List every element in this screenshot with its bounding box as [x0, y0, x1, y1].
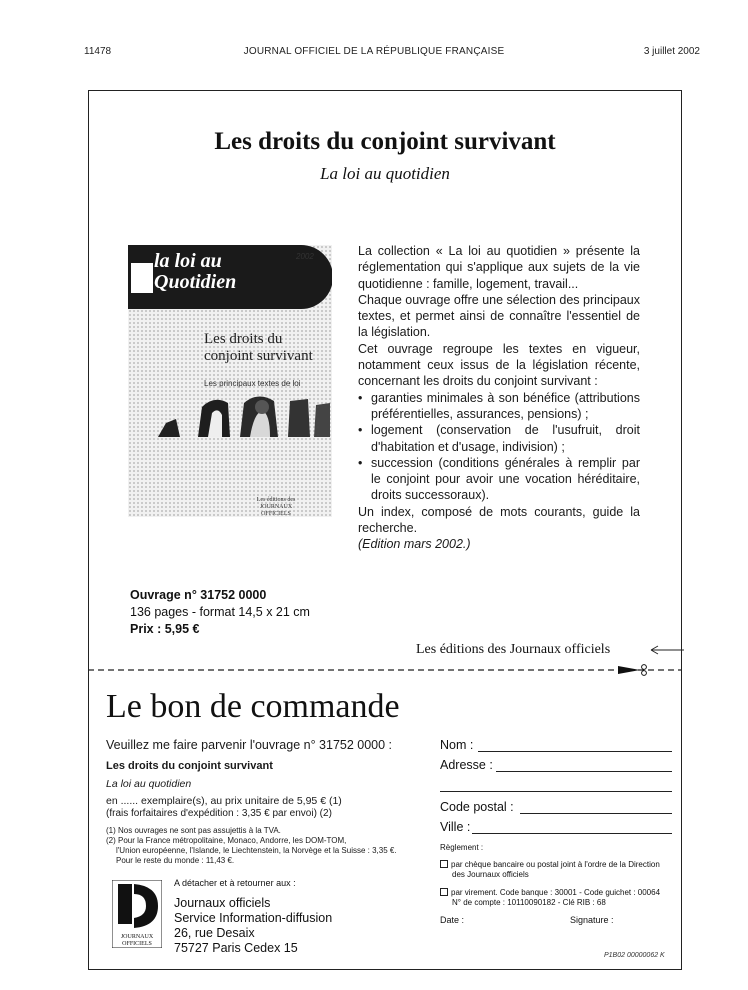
description-bullets: [358, 390, 640, 504]
description-paragraph: Cet ouvrage regroupe les textes en vigueur, notamment ceux issus de la législation récente, concernant les droits du conjoint survivant :: [358, 341, 640, 389]
order-shipping: (frais forfaitaires d'expédition : 3,35 € par envoi) (2): [106, 808, 332, 819]
nom-field[interactable]: [478, 751, 672, 752]
ville-label: Ville :: [440, 820, 471, 834]
cover-series: la loi au Quotidien: [154, 250, 237, 293]
journal-title: JOURNAL OFFICIEL DE LA RÉPUBLIQUE FRANÇAISE: [243, 46, 505, 57]
detach-note: A détacher et à retourner aux :: [174, 878, 296, 888]
product-price: Prix : 5,95 €: [130, 622, 200, 636]
description-paragraph: Chaque ouvrage offre une sélection des principaux textes, et permet ainsi de connaître l'essentiel de la législation.: [358, 292, 640, 340]
option-text: N° de compte : 10110090182 - Clé RIB : 68: [452, 898, 606, 907]
bullet-item: • succession (conditions générales à remplir par le conjoint pour avoir une vocation héréditaire, droits successoraux).: [358, 455, 640, 504]
cover-logo-icon: [131, 263, 153, 293]
ville-field[interactable]: [472, 833, 672, 834]
adresse-field-line2[interactable]: [440, 791, 672, 792]
publisher-line: Les éditions des Journaux officiels: [416, 642, 611, 657]
page-number: 11478: [84, 46, 112, 57]
order-quantity: en ...... exemplaire(s), au prix unitaire de 5,95 € (1): [106, 795, 342, 807]
publication-date: 3 juillet 2002: [643, 46, 700, 57]
svg-text:OFFICIELS: OFFICIELS: [122, 941, 152, 947]
description-paragraph: La collection « La loi au quotidien » présente la réglementation qui s'applique aux sujets de la vie quotidienne : famille, logement, travail...: [358, 244, 640, 291]
address-line: Journaux officiels: [174, 896, 271, 910]
product-ref: Ouvrage n° 31752 0000: [130, 588, 267, 602]
product-info: [130, 587, 310, 638]
address-line: 26, rue Desaix: [174, 926, 255, 940]
svg-text:JOURNAUX: JOURNAUX: [120, 934, 154, 940]
cover-publisher: Les éditions des JOURNAUX OFFICIELS: [256, 497, 296, 517]
reference-code: P1B02 00000062 K: [604, 952, 665, 959]
date-label: Date :: [440, 915, 465, 925]
product-format: 136 pages - format 14,5 x 21 cm: [130, 605, 310, 619]
cover-tagline: Les principaux textes de loi: [204, 379, 301, 388]
description-paragraph: Un index, composé de mots courants, guide la recherche.: [358, 504, 640, 536]
journaux-officiels-logo: [112, 880, 162, 948]
signature-label: Signature :: [570, 915, 614, 925]
book-cover: [128, 245, 332, 517]
cover-title: Les droits du conjoint survivant: [204, 331, 313, 364]
code-postal-field[interactable]: [520, 813, 672, 814]
address-line: 75727 Paris Cedex 15: [174, 941, 298, 955]
nom-label: Nom :: [440, 738, 474, 752]
adresse-label: Adresse :: [440, 758, 493, 772]
option-text: par chèque bancaire ou postal joint à l'ordre de la Direction: [451, 860, 660, 869]
return-address: [174, 896, 332, 956]
payment-option-cheque[interactable]: [440, 860, 660, 880]
footnote: l'Union européenne, l'Islande, le Liechtenstein, la Norvège et la Suisse : 3,35 €.: [116, 846, 397, 855]
option-text: par virement. Code banque : 30001 - Code guichet : 00064: [451, 888, 661, 897]
bullet-item: • garanties minimales à son bénéfice (attributions préférentielles, assurances, pensions) ;: [358, 390, 640, 423]
cover-year: 2002: [296, 252, 314, 261]
order-book-title: Les droits du conjoint survivant: [106, 760, 273, 772]
edition-note: (Edition mars 2002.): [358, 537, 471, 552]
arrow-left-icon: [648, 643, 684, 657]
advert-subtitle: La loi au quotidien: [320, 164, 450, 183]
footnote: (2) Pour la France métropolitaine, Monaco, Andorre, les DOM-TOM,: [106, 836, 347, 845]
advert-title: Les droits du conjoint survivant: [214, 128, 556, 155]
option-text: des Journaux officiels: [452, 870, 529, 879]
cut-line: [88, 664, 682, 676]
order-request: Veuillez me faire parvenir l'ouvrage n° 31752 0000 :: [106, 738, 393, 752]
cover-photo: [158, 393, 330, 437]
code-postal-label: Code postal :: [440, 800, 514, 814]
payment-label: Règlement :: [440, 843, 484, 852]
order-series: La loi au quotidien: [106, 778, 192, 790]
address-line: Service Information-diffusion: [174, 911, 333, 925]
description: [358, 243, 640, 553]
checkbox-icon[interactable]: [440, 888, 448, 896]
footnote: Pour le reste du monde : 11,43 €.: [116, 856, 235, 865]
checkbox-icon[interactable]: [440, 860, 448, 868]
order-form-title: Le bon de commande: [106, 688, 400, 725]
payment-option-virement[interactable]: [440, 888, 660, 908]
adresse-field[interactable]: [496, 771, 672, 772]
bullet-item: • logement (conservation de l'usufruit, droit d'habitation et d'usage, indivision) ;: [358, 422, 640, 455]
footnote: (1) Nos ouvrages ne sont pas assujettis à la TVA.: [106, 826, 281, 835]
